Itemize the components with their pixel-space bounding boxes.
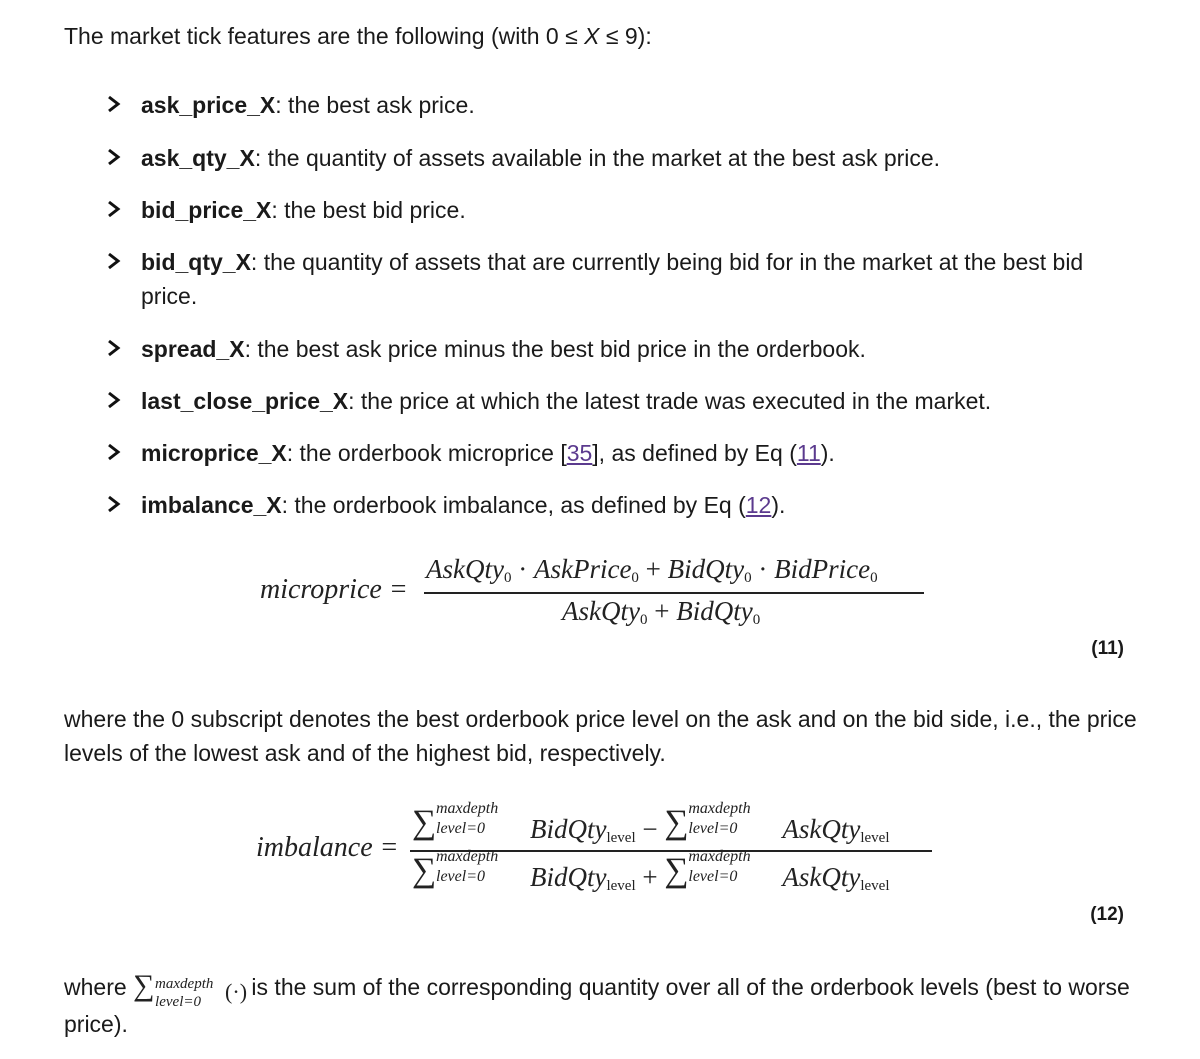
fraction-bar [424,592,924,594]
equation-link-11[interactable]: 11 [796,440,821,466]
summation-symbol: ∑ maxdepth level=0 [664,848,751,889]
list-item: bid_qty_X: the quantity of assets that are currently being bid for in the market at the best bid price. [106,245,1106,313]
citation-link-35[interactable]: 35 [566,440,593,466]
chevron-right-icon [106,94,122,114]
equation-numerator: ∑ maxdepth level=0 BidQty$_{level}$ − ∑ maxdepth level=0 AskQty$_{level}$ [412,800,890,846]
list-item: microprice_X: the orderbook microprice [35], as defined by Eq (11). [106,436,1106,470]
list-item: bid_price_X: the best bid price. [106,193,1106,227]
list-item: ask_price_X: the best ask price. [106,88,1106,122]
chevron-right-icon [106,442,122,462]
equation-denominator: AskQty$_0$ + BidQty$_0$ [562,596,761,628]
chevron-right-icon [106,494,122,514]
list-item: ask_qty_X: the quantity of assets available in the market at the best ask price. [106,141,1106,175]
equation-lhs: microprice = [260,574,408,605]
list-item: imbalance_X: the orderbook imbalance, as defined by Eq (12). [106,488,1106,522]
summation-symbol: ∑ maxdepth level=0 [664,800,751,841]
list-item: spread_X: the best ask price minus the best bid price in the orderbook. [106,332,1106,366]
equation-link-12[interactable]: 12 [745,492,772,518]
chevron-right-icon [106,338,122,358]
equation-number: (11) [1091,638,1124,659]
intro-variable: X [584,23,600,49]
equation-numerator: AskQty$_0$ · AskPrice$_0$ + BidQty$_0$ · BidPrice$_0$ [426,554,878,586]
equation-denominator: ∑ maxdepth level=0 BidQty$_{level}$ + ∑ maxdepth level=0 AskQty$_{level}$ [412,848,890,894]
summation-symbol: ∑ maxdepth level=0 [412,800,499,841]
paragraph: where the 0 subscript denotes the best orderbook price level on the ask and on the bid side, i.e., the price levels of the lowest ask and of the highest bid, respectively. [64,706,1137,766]
summation-symbol: ∑ maxdepth level=0 (·) [133,969,248,1010]
equation-lhs: imbalance = [256,832,399,863]
list-item: last_close_price_X: the price at which the latest trade was executed in the market. [106,384,1106,418]
chevron-right-icon [106,251,122,271]
chevron-right-icon [106,147,122,167]
equation-number: (12) [1090,904,1124,925]
chevron-right-icon [106,390,122,410]
summation-symbol: ∑ maxdepth level=0 [412,848,499,889]
chevron-right-icon [106,199,122,219]
intro-text: The market tick features are the following (with 0 ≤ X ≤ 9): [64,23,652,49]
paragraph: where ∑ maxdepth level=0 (·) is the sum of the corresponding quantity over all of the orderbook levels (best to worse price). [64,969,1130,1037]
